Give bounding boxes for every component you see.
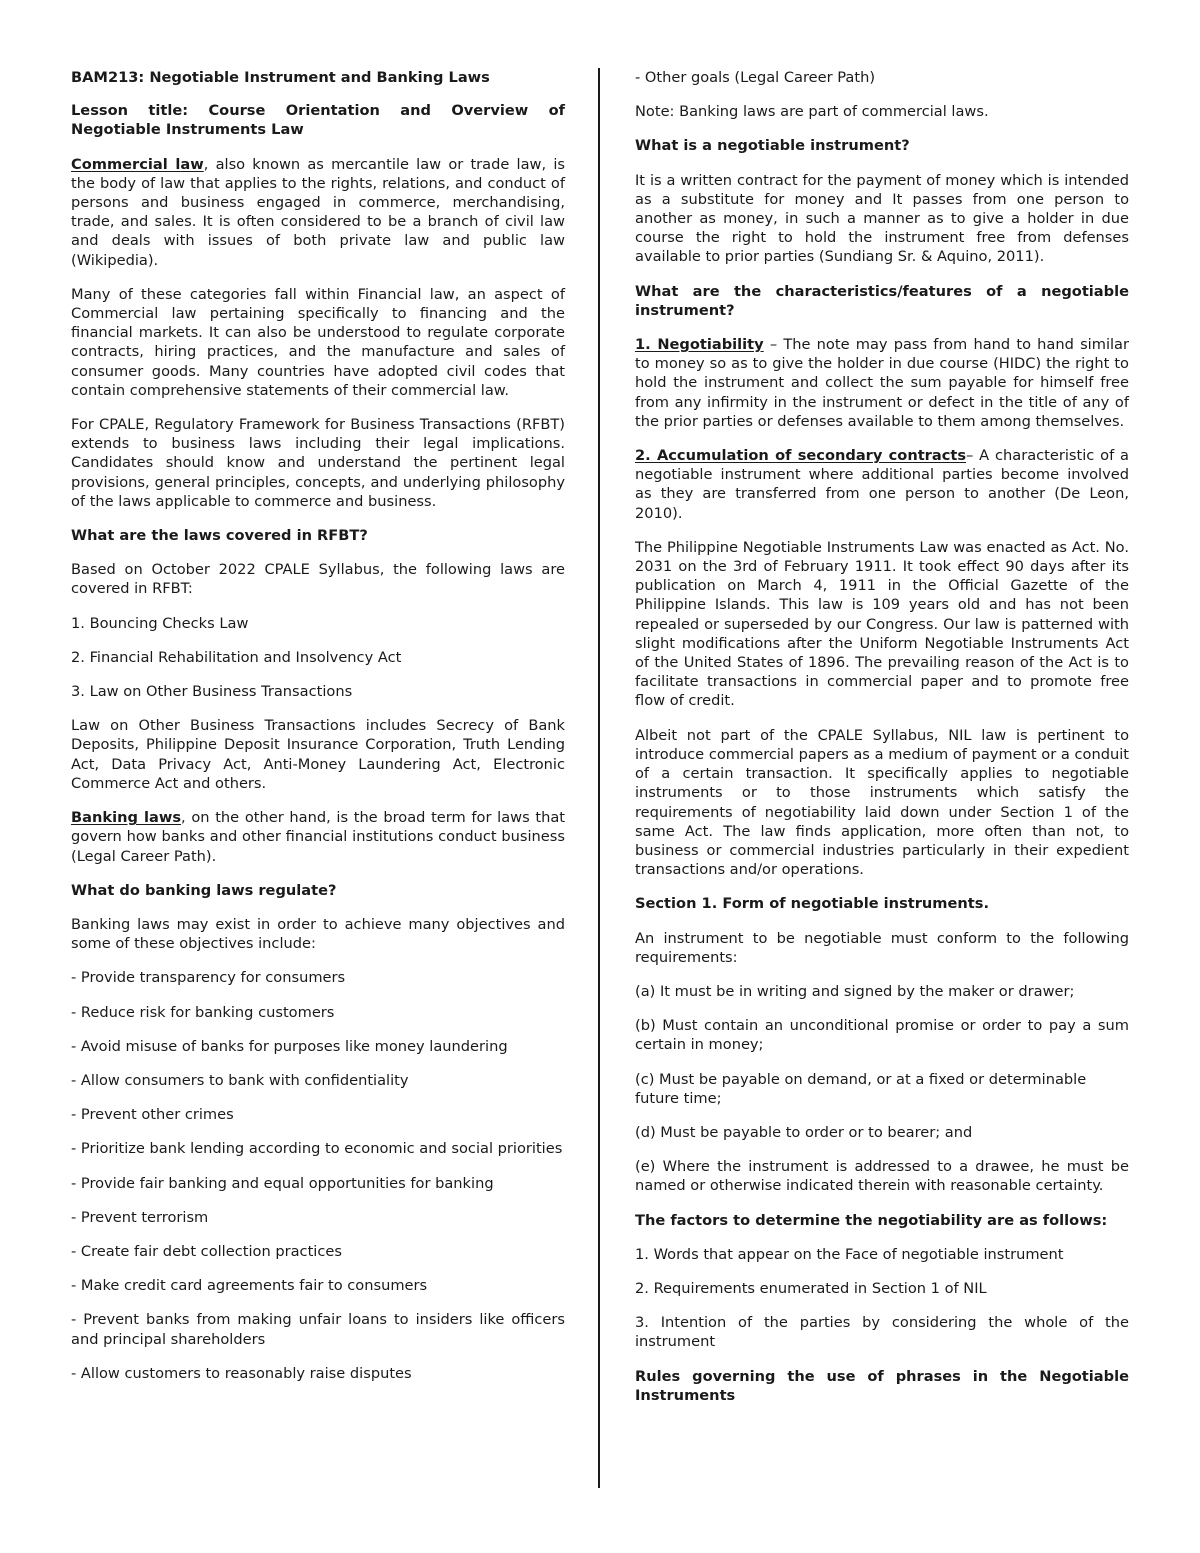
right-column bbox=[635, 68, 1129, 1420]
law-item: 2. Financial Rehabilitation and Insolvency Act bbox=[71, 648, 402, 666]
requirement-item: (d) Must be payable to order or to bearer; and bbox=[635, 1123, 973, 1141]
feature-negotiability bbox=[635, 335, 1129, 431]
commercial-law-definition: , also known as mercantile law or trade law, is the body of law that applies to the rights, relations, and conduct of persons and business engaged in commerce, merchandising, trade, and sales. It is often considered to be a branch of civil law and deals with issues of both private law and public law (Wikipedia). bbox=[71, 155, 565, 269]
commercial-law-paragraph bbox=[71, 155, 565, 270]
feature-accumulation-definition: – A characteristic of a negotiable instrument where additional parties become involved as they are transferred from one person to another (De Leon, 2010). bbox=[635, 447, 1129, 522]
banking-note: Note: Banking laws are part of commercial laws. bbox=[635, 103, 989, 121]
characteristics-question: What are the characteristics/features of a negotiable instrument? bbox=[635, 282, 1129, 319]
other-business-law-paragraph: Law on Other Business Transactions includes Secrecy of Bank Deposits, Philippine Deposit Insurance Corporation, Truth Lending Act, Data Privacy Act, Anti-Money Laundering Act, Electronic Commerce Act and others. bbox=[71, 717, 565, 792]
section1-heading: Section 1. Form of negotiable instruments. bbox=[635, 895, 990, 913]
requirement-item: (a) It must be in writing and signed by the maker or drawer; bbox=[635, 982, 1075, 1000]
cpale-paragraph: For CPALE, Regulatory Framework for Business Transactions (RFBT) extends to business laws including their legal implications. Candidates should know and understand the pertinent legal provisions, general principles, concepts, and underlying philosophy of the laws applicable to commerce and business. bbox=[71, 416, 565, 510]
rules-heading: Rules governing the use of phrases in the Negotiable Instruments bbox=[635, 1367, 1129, 1404]
objectives-paragraph: Banking laws may exist in order to achieve many objectives and some of these objectives include: bbox=[71, 915, 565, 953]
factor-item: 1. Words that appear on the Face of negotiable instrument bbox=[635, 1245, 1064, 1263]
law-item: 3. Law on Other Business Transactions bbox=[71, 683, 353, 701]
objective-item: - Prioritize bank lending according to economic and social priorities bbox=[71, 1140, 563, 1158]
requirements-paragraph: An instrument to be negotiable must conform to the following requirements: bbox=[635, 929, 1129, 966]
banking-regulate-question: What do banking laws regulate? bbox=[71, 881, 337, 899]
feature-negotiability-definition: – The note may pass from hand to hand similar to money so as to give the holder in due course (HIDC) the right to hold the instrument and collect the sum payable for himself free from any infirmity in the instrument or defect in the title of any of the prior parties or defenses available to them among themselves. bbox=[635, 336, 1129, 430]
objective-item: - Prevent banks from making unfair loans to insiders like officers and principal shareholders bbox=[71, 1311, 565, 1348]
objective-item: - Allow consumers to bank with confidentiality bbox=[71, 1071, 409, 1089]
objective-item: - Provide transparency for consumers bbox=[71, 969, 346, 987]
factor-item: 3. Intention of the parties by considering the whole of the instrument bbox=[635, 1314, 1129, 1351]
factor-item: 2. Requirements enumerated in Section 1 of NIL bbox=[635, 1279, 987, 1297]
objective-item: - Allow customers to reasonably raise disputes bbox=[71, 1364, 412, 1382]
objective-item: - Prevent other crimes bbox=[71, 1106, 234, 1124]
objective-item: - Prevent terrorism bbox=[71, 1208, 209, 1226]
requirement-item: (b) Must contain an unconditional promise or order to pay a sum certain in money; bbox=[635, 1017, 1129, 1054]
factors-heading: The factors to determine the negotiability are as follows: bbox=[635, 1211, 1108, 1229]
requirement-item: (c) Must be payable on demand, or at a fixed or determinable future time; bbox=[635, 1070, 1087, 1107]
objective-item: - Reduce risk for banking customers bbox=[71, 1003, 335, 1021]
lesson-title: Lesson title: Course Orientation and Overview of Negotiable Instruments Law bbox=[71, 102, 565, 139]
feature-negotiability-term: 1. Negotiability bbox=[635, 336, 764, 354]
banking-laws-definition: , on the other hand, is the broad term for laws that govern how banks and other financial institutions conduct business (Legal Career Path). bbox=[71, 809, 565, 865]
nil-history-paragraph: The Philippine Negotiable Instruments Law was enacted as Act. No. 2031 on the 3rd of February 1911. It took effect 90 days after its publication on March 4, 1911 in the Official Gazette of the Philippine Islands. This law is 109 years old and has not been repealed or superseded by our Congress. Our law is patterned with slight modifications after the Uniform Negotiable Instruments Act of the United States of 1896. The prevailing reason of the Act is to facilitate transactions in commercial paper and to promote free flow of credit. bbox=[635, 538, 1129, 710]
objective-item: - Make credit card agreements fair to consumers bbox=[71, 1277, 428, 1295]
banking-laws-paragraph bbox=[71, 808, 565, 866]
negotiable-question: What is a negotiable instrument? bbox=[635, 137, 910, 155]
column-divider bbox=[598, 68, 600, 1488]
nil-pertinent-paragraph: Albeit not part of the CPALE Syllabus, NIL law is pertinent to introduce commercial papers as a medium of payment or a conduit of a certain transaction. It specifically applies to negotiable instruments or to those instruments which satisfy the requirements of negotiability laid down under Section 1 of the same Act. The law finds application, more often than not, to business or commercial industries particularly in their expedient transactions and/or operations. bbox=[635, 726, 1129, 879]
objective-item: - Avoid misuse of banks for purposes like money laundering bbox=[71, 1037, 508, 1055]
requirement-item: (e) Where the instrument is addressed to a drawee, he must be named or otherwise indicated therein with reasonable certainty. bbox=[635, 1158, 1129, 1195]
objective-item: - Create fair debt collection practices bbox=[71, 1242, 342, 1260]
objective-item: - Provide fair banking and equal opportunities for banking bbox=[71, 1174, 494, 1192]
other-goals-item: - Other goals (Legal Career Path) bbox=[635, 69, 876, 86]
law-item: 1. Bouncing Checks Law bbox=[71, 614, 249, 632]
syllabus-paragraph: Based on October 2022 CPALE Syllabus, the following laws are covered in RFBT: bbox=[71, 561, 565, 598]
financial-law-paragraph: Many of these categories fall within Financial law, an aspect of Commercial law pertaining specifically to financing and the financial markets. It can also be understood to regulate corporate contracts, hiring practices, and the manufacture and sales of consumer goods. Many countries have adopted civil codes that contain comprehensive statements of their commercial law. bbox=[71, 285, 565, 399]
course-title: BAM213: Negotiable Instrument and Banking Laws bbox=[71, 69, 490, 86]
banking-laws-term: Banking laws bbox=[71, 809, 182, 827]
negotiable-definition: It is a written contract for the payment of money which is intended as a substitute for money and It passes from one person to another as money, in such a manner as to give a holder in due course the right to hold the instrument free from defenses available to prior parties (Sundiang Sr. & Aquino, 2011). bbox=[635, 171, 1129, 266]
commercial-law-term: Commercial law bbox=[71, 155, 204, 173]
feature-accumulation-term: 2. Accumulation of secondary contracts bbox=[635, 447, 967, 465]
laws-rfbt-question: What are the laws covered in RFBT? bbox=[71, 527, 368, 545]
feature-accumulation bbox=[635, 446, 1129, 523]
left-column bbox=[71, 68, 565, 1398]
